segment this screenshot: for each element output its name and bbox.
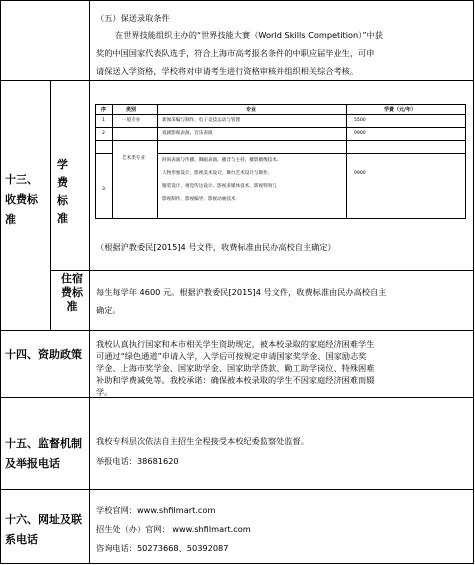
table-row-1-no: 1 (102, 118, 105, 123)
s15-title-line-2: 及举报电话 (5, 457, 60, 470)
fee-table-header-category: 类别 (126, 107, 137, 113)
dorm-line-1: 每生每学年 4600 元。根据沪教委民[2015]4 号文件，收费标准由民办高校自主 (96, 287, 387, 297)
s14-line-3: 学金、上海市奖学金、国家助学金、国家助学贷款、勤工助学岗位、特殊困难 (96, 363, 375, 373)
fee-table (95, 104, 466, 219)
s15-report-phone: 举报电话：38681620 (96, 456, 179, 466)
s15-title-line-1: 十五、监督机制 (5, 437, 82, 450)
school-website: 学校官网：www.shfilmart.com (96, 505, 216, 515)
s13-title-line-3: 准 (5, 213, 16, 226)
table-row-1-fee: 5500 (354, 118, 366, 123)
s14-line-4: 补助和学费减免等。我校承诺：确保被本校录取的学生不因家庭经济困难而辍 (96, 375, 375, 385)
table-row-2-majors: 戏剧影视表演、音乐表演 (162, 131, 213, 136)
s13-title-line-1: 十三、 (5, 173, 38, 186)
row-divider (0, 397, 474, 398)
enroll-heading: （五）保送录取条件 (96, 13, 170, 23)
fee-table-header-fee: 学费（元/年） (384, 107, 416, 113)
dorm-line-2: 确定。 (96, 305, 121, 315)
s13-title-line-2: 收费标 (5, 193, 38, 206)
s15-line-1: 我校专科层次依法自主招生全程接受本校纪委监察处监督。 (96, 436, 309, 446)
row-divider (0, 489, 474, 490)
consult-phone: 咨询电话：50273668、50392087 (96, 543, 229, 553)
table-row-1-majors: 新闻采编与制作、电子竞技运动与管理 (162, 118, 241, 123)
s16-title-line-2: 系电话 (5, 533, 38, 546)
enroll-line-1: 在世界技能组织主办的“世界技能大赛（World Skills Competition）”中获 (115, 30, 383, 40)
column-divider (89, 0, 90, 564)
s16-title-line-1: 十六、网址及联 (5, 513, 82, 526)
admissions-website: 招生处（办）官网： www.shfilmart.com (96, 524, 251, 534)
row-divider (50, 270, 474, 271)
table-row-3-majors-4: 影视制作、影视编导、影视动画技术 (162, 197, 236, 202)
table-row-3-majors-3: 服装设计、视觉传达设计、影视多媒体技术、影视特效与 (162, 184, 277, 189)
table-row-2-fee: 9900 (354, 131, 366, 136)
column-divider (50, 80, 51, 330)
dorm-label: 住宿费标准 (61, 272, 83, 313)
s14-title: 十四、资助政策 (5, 348, 82, 361)
table-row-3-no: 3 (102, 187, 105, 192)
table-row-3-majors-1: 时尚表演与传播、舞蹈表演、播音与主持、摄影摄像技术、 (162, 158, 282, 163)
enroll-line-3: 请保送入学资格，学校将对申请考生进行资格审核并组织相关综合考核。 (96, 66, 359, 76)
tuition-note: （根据沪教委民[2015]4 号文件，收费标准由民办高校自主确定） (96, 242, 336, 252)
row-divider (0, 80, 474, 81)
s14-line-2: 可通过“绿色通道”申请入学，入学后可按规定申请国家奖学金、国家励志奖 (96, 351, 367, 361)
s14-line-1: 我校认真执行国家和本市相关学生资助规定，被本校录取的家庭经济困难学生 (96, 339, 375, 349)
fee-table-header-major: 专业 (246, 107, 257, 113)
table-row-3-category: 艺术类专业 (122, 156, 145, 161)
enroll-line-2: 奖的中国国家代表队选手，符合上海市高考报名条件的中职应届毕业生，可申 (96, 48, 375, 58)
table-row-1-category: 一般专业 (122, 118, 141, 123)
table-row-3-fee: 9900 (354, 171, 366, 176)
row-divider (0, 330, 474, 331)
table-row-2-no: 2 (102, 131, 105, 136)
fee-table-header-no: 序 (101, 107, 107, 113)
table-row-3-majors-2: 人物形象设计、影视美术设计、舞台艺术设计与制作、 (162, 171, 273, 176)
tuition-label: 学费标准 (57, 158, 72, 225)
s14-line-5: 学。 (96, 387, 113, 397)
